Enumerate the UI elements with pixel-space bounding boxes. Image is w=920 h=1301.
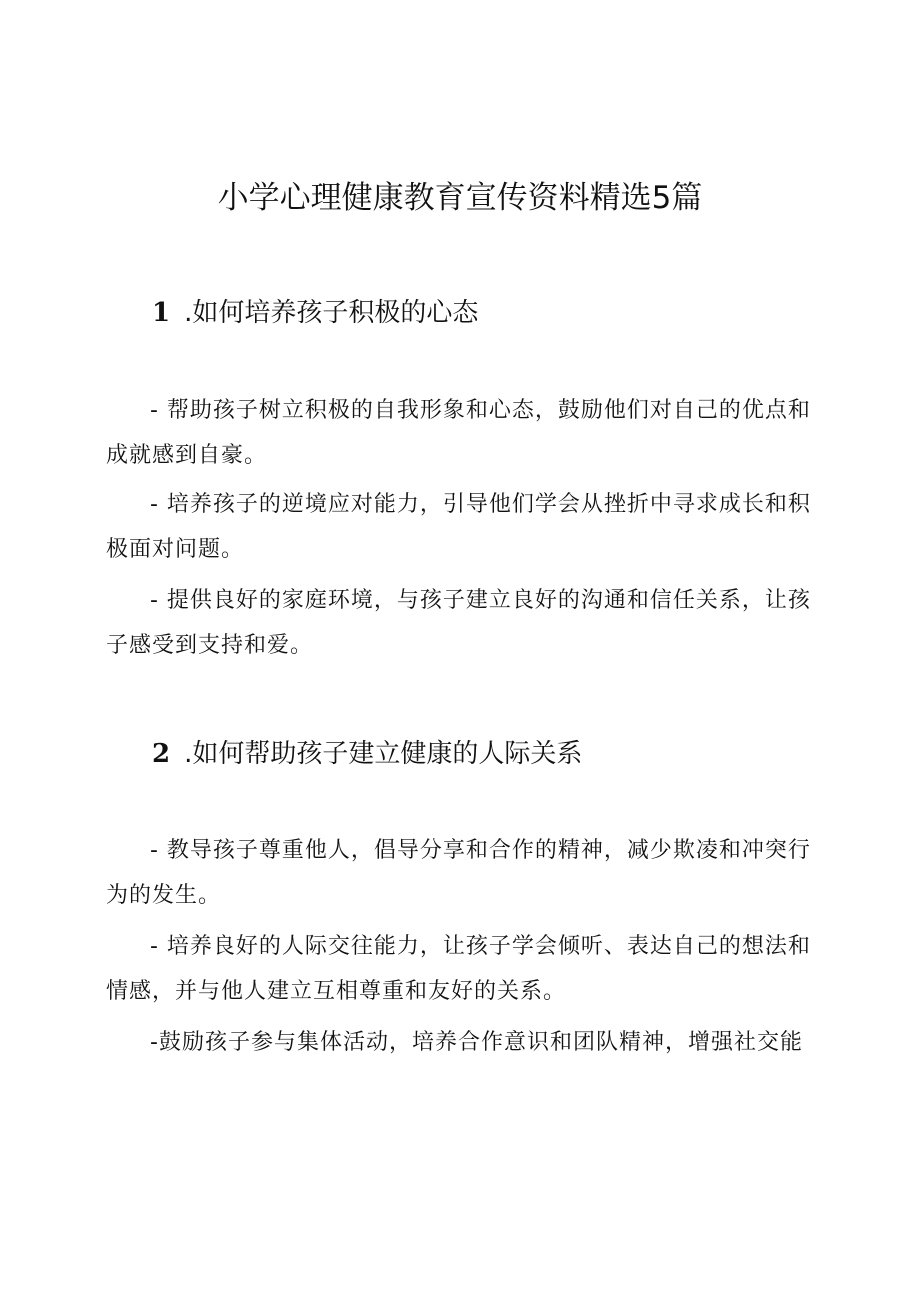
section-number: 1 xyxy=(152,298,171,328)
section-1-item-1: - 帮助孩子树立积极的自我形象和心态，鼓励他们对自己的优点和成就感到自豪。 xyxy=(106,398,811,468)
section-1-item-3: - 提供良好的家庭环境，与孩子建立良好的沟通和信任关系，让孩子感受到支持和爱。 xyxy=(106,588,811,658)
section-1-item-2: - 培养孩子的逆境应对能力，引导他们学会从挫折中寻求成长和积极面对问题。 xyxy=(106,492,811,562)
section-heading-text: .如何帮助孩子建立健康的人际关系 xyxy=(184,739,583,769)
section-number: 2 xyxy=(152,739,171,769)
document-title: 小学心理健康教育宣传资料精选5篇 xyxy=(217,180,703,216)
section-heading-text: .如何培养孩子积极的心态 xyxy=(184,298,479,328)
section-heading-2 xyxy=(152,736,582,772)
section-2-item-3: -鼓励孩子参与集体活动，培养合作意识和团队精神，增强社交能 xyxy=(150,1030,803,1055)
section-heading-1 xyxy=(152,295,478,331)
section-2-item-1: - 教导孩子尊重他人，倡导分享和合作的精神，减少欺凌和冲突行为的发生。 xyxy=(106,838,811,908)
section-2-item-2: - 培养良好的人际交往能力，让孩子学会倾听、表达自己的想法和情感，并与他人建立互相尊重和友好的关系。 xyxy=(106,934,811,1004)
